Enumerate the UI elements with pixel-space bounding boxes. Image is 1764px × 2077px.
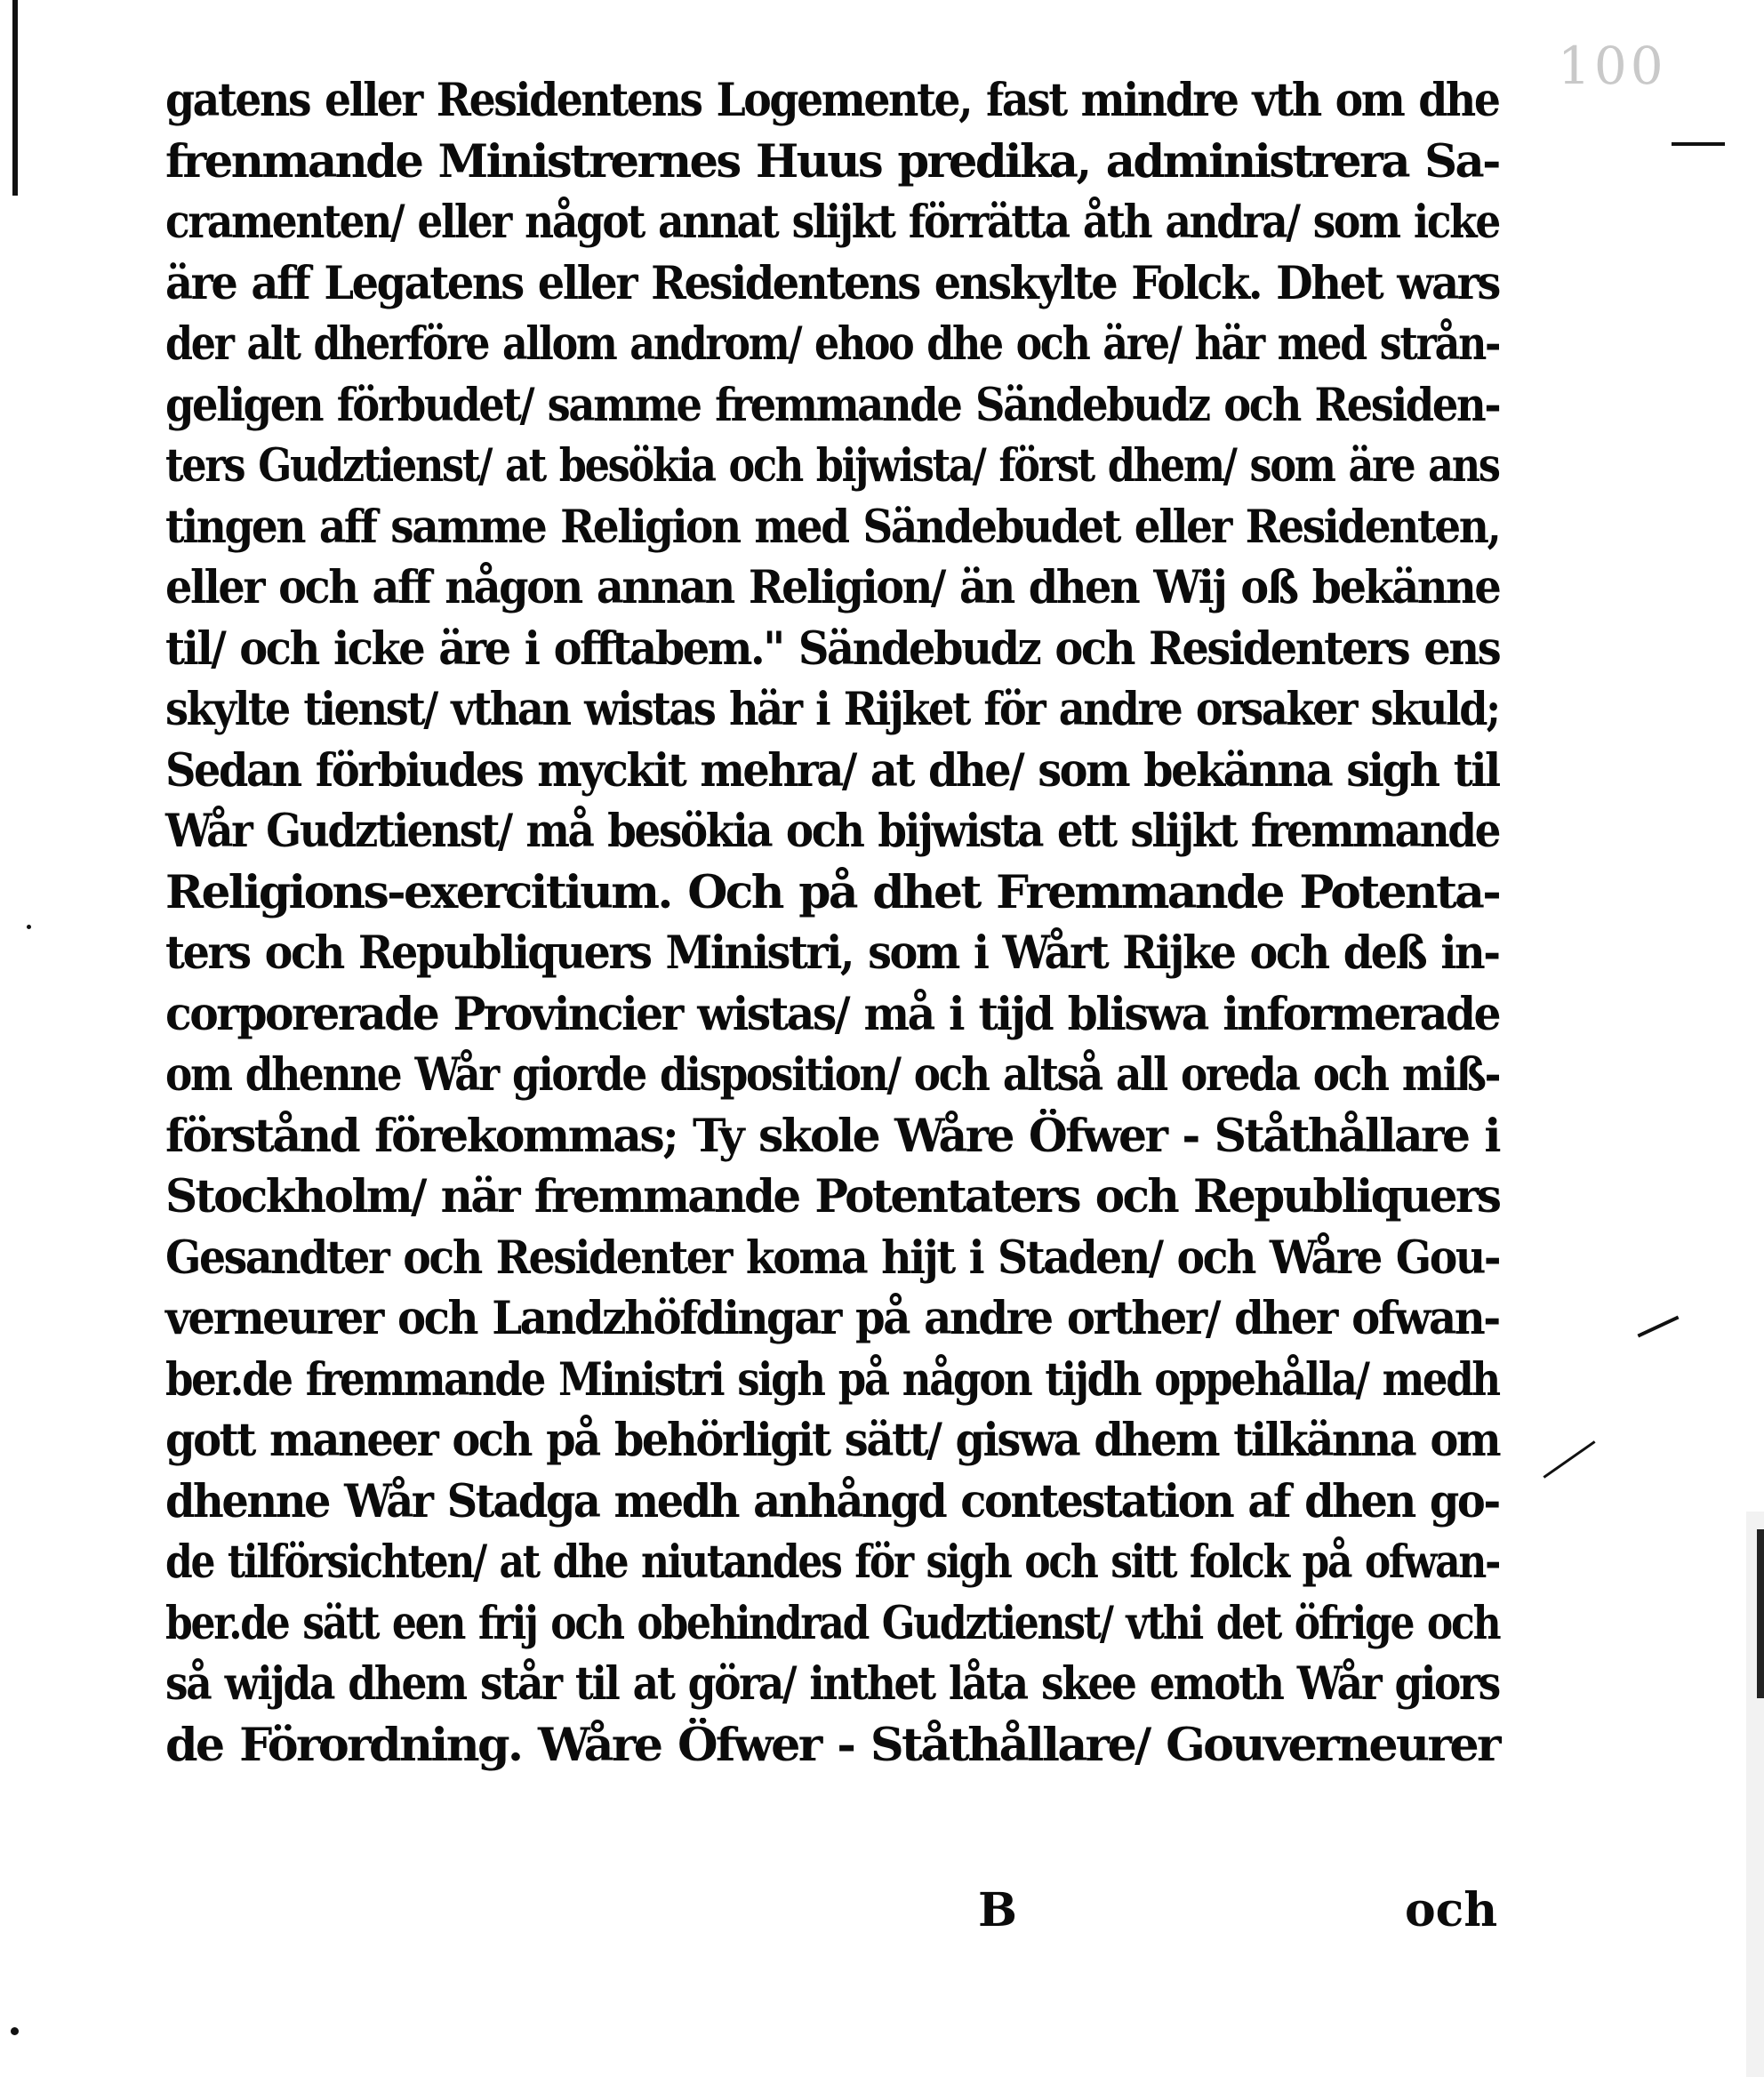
text-line: förstånd förekommas; Ty skole Wåre Öfwer - Ståthållare i (165, 1109, 1499, 1163)
folio-number: 100 (1558, 36, 1667, 96)
text-line: ters Gudztienst/ at besökia och bijwista/ först dhem/ som äre ans (165, 439, 1499, 493)
text-line: tingen aff samme Religion med Sändebudet eller Residenten, (165, 500, 1500, 554)
ink-speck (27, 925, 31, 929)
page-edge-rule (12, 0, 18, 196)
text-line: så wijda dhem står til at göra/ inthet låta skee emoth Wår giors (165, 1657, 1499, 1711)
text-line: Religions-exercitium. Och på dhet Fremmande Potenta- (165, 865, 1500, 919)
text-line: om dhenne Wår giorde disposition/ och altså all oreda och miß- (165, 1048, 1500, 1102)
text-line: ters och Republiquers Ministri, som i Wårt Rijke och deß in- (165, 926, 1499, 980)
text-line: de tilförsichten/ at dhe niutandes för sigh och sitt folck på ofwan- (165, 1536, 1500, 1589)
signature-mark: B (978, 1883, 1017, 1937)
text-line: Stockholm/ när fremmande Potentaters och Republiquers (165, 1170, 1500, 1223)
text-line: frenmande Ministrernes Huus predika, administrera Sa- (165, 134, 1499, 188)
text-line: skylte tienst/ vthan wistas här i Rijket för andre orsaker skuld; (165, 683, 1499, 736)
text-line: Sedan förbiudes myckit mehra/ at dhe/ som bekänna sigh til (165, 743, 1499, 798)
margin-mark (1637, 1316, 1679, 1338)
text-line: der alt dherföre allom androm/ ehoo dhe och äre/ här med strån- (165, 317, 1500, 371)
text-line: cramenten/ eller något annat slijkt förrätta åth andra/ som icke (165, 196, 1499, 249)
margin-mark (1543, 1440, 1595, 1479)
text-line: de Förordning. Wåre Öfwer - Ståthållare/ Gouverneurer (165, 1718, 1499, 1772)
text-line: eller och aff någon annan Religion/ än dhen Wij oß bekänne (165, 561, 1500, 614)
text-line: ber.de sätt een frij och obehindrad Gudztienst/ vthi det öfrige och (165, 1596, 1500, 1650)
text-line: til/ och icke äre i offtabem." Sändebudz och Residenters ens (165, 621, 1500, 676)
ink-speck (11, 2027, 19, 2035)
text-line: Wår Gudztienst/ må besökia och bijwista ett slijkt fremmande (165, 805, 1500, 858)
page-edge-shadow (1757, 1529, 1764, 1698)
text-line: Gesandter och Residenter koma hijt i Staden/ och Wåre Gou- (165, 1231, 1500, 1285)
text-line: dhenne Wår Stadga medh anhångd contestation af dhen go- (165, 1474, 1499, 1528)
text-line: verneurer och Landzhöfdingar på andre orther/ dher ofwan- (165, 1292, 1499, 1345)
margin-mark (1672, 142, 1725, 146)
text-line: gatens eller Residentens Logemente, fast mindre vth om dhe (165, 74, 1499, 127)
text-line: geligen förbudet/ samme fremmande Sändebudz och Residen- (165, 378, 1500, 432)
text-line: gott maneer och på behörligit sätt/ giswa dhem tilkänna om (165, 1414, 1500, 1467)
text-line: ber.de fremmande Ministri sigh på någon tijdh oppehålla/ medh (165, 1352, 1499, 1407)
text-line: äre aff Legatens eller Residentens enskylte Folck. Dhet wars (165, 256, 1499, 310)
text-line: corporerade Provincier wistas/ må i tijd bliswa informerade (165, 987, 1500, 1041)
catchword: och (1405, 1883, 1498, 1937)
